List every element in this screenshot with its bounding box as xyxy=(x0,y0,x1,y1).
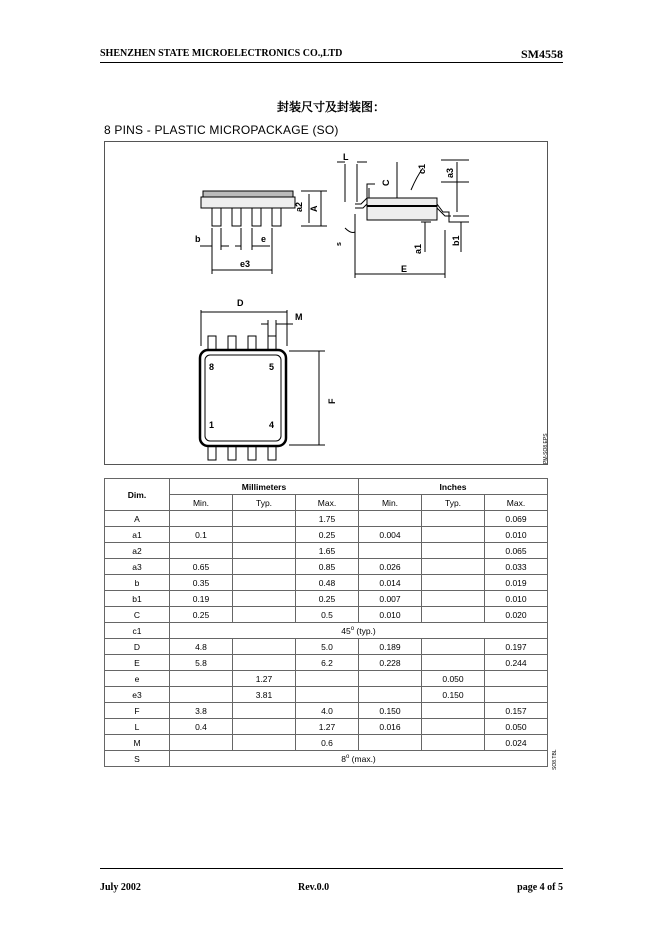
value-cell xyxy=(422,543,485,559)
label-b1: b1 xyxy=(451,235,461,246)
mm-header: Millimeters xyxy=(170,479,359,495)
table-row xyxy=(105,527,548,543)
footer-revision: Rev.0.0 xyxy=(298,882,330,893)
value-cell: 0.050 xyxy=(422,671,485,687)
value-cell xyxy=(422,719,485,735)
value-cell: 0.25 xyxy=(296,591,359,607)
value-cell xyxy=(170,735,233,751)
value-cell: 0.010 xyxy=(359,607,422,623)
dim-cell: b xyxy=(105,575,170,591)
dim-cell: a3 xyxy=(105,559,170,575)
value-cell: 1.27 xyxy=(296,719,359,735)
table-code xyxy=(549,742,559,772)
package-title: 8 PINS - PLASTIC MICROPACKAGE (SO) xyxy=(104,123,339,137)
table-row xyxy=(105,511,548,527)
footer-divider xyxy=(100,868,563,869)
value-cell xyxy=(422,591,485,607)
label-F: F xyxy=(327,398,337,404)
label-D: D xyxy=(237,298,244,308)
label-a1: a1 xyxy=(413,243,423,254)
dim-cell: e xyxy=(105,671,170,687)
table-row xyxy=(105,575,548,591)
value-cell: 1.75 xyxy=(296,511,359,527)
value-cell xyxy=(296,671,359,687)
value-cell xyxy=(233,655,296,671)
value-cell xyxy=(233,527,296,543)
table-row xyxy=(105,559,548,575)
value-cell: 5.8 xyxy=(170,655,233,671)
table-row xyxy=(105,703,548,719)
value-cell: 0.026 xyxy=(359,559,422,575)
value-cell: 0.1 xyxy=(170,527,233,543)
value-cell: 5.0 xyxy=(296,639,359,655)
value-cell xyxy=(422,639,485,655)
dim-header: Dim. xyxy=(105,479,170,511)
value-cell: 0.244 xyxy=(485,655,548,671)
dim-cell: a2 xyxy=(105,543,170,559)
value-cell xyxy=(422,575,485,591)
footer-page: page 4 of 5 xyxy=(517,882,563,893)
table-row xyxy=(105,751,548,767)
value-cell: 3.8 xyxy=(170,703,233,719)
sub-in-min: Min. xyxy=(359,495,422,511)
value-cell: 0.020 xyxy=(485,607,548,623)
dim-cell: S xyxy=(105,751,170,767)
value-cell xyxy=(359,511,422,527)
value-cell: 0.150 xyxy=(422,687,485,703)
value-cell xyxy=(296,687,359,703)
table-row xyxy=(105,655,548,671)
value-cell: 0.024 xyxy=(485,735,548,751)
value-cell xyxy=(170,671,233,687)
value-cell: 0.189 xyxy=(359,639,422,655)
label-L: L xyxy=(343,152,349,162)
header-divider xyxy=(100,62,563,63)
value-cell: 0.010 xyxy=(485,591,548,607)
top-view xyxy=(200,310,325,460)
sub-in-typ: Typ. xyxy=(422,495,485,511)
value-cell xyxy=(233,735,296,751)
value-cell xyxy=(422,527,485,543)
value-cell xyxy=(422,511,485,527)
value-cell: 0.19 xyxy=(170,591,233,607)
value-cell xyxy=(233,543,296,559)
value-cell: 0.069 xyxy=(485,511,548,527)
value-cell: 0.6 xyxy=(296,735,359,751)
label-C: C xyxy=(381,179,391,186)
value-cell: 0.25 xyxy=(296,527,359,543)
table-row xyxy=(105,687,548,703)
value-cell: 0.228 xyxy=(359,655,422,671)
front-view xyxy=(200,191,327,274)
value-cell: 0.150 xyxy=(359,703,422,719)
value-cell xyxy=(170,543,233,559)
value-cell xyxy=(233,639,296,655)
pin-4-label: 4 xyxy=(269,420,275,430)
table-row xyxy=(105,719,548,735)
label-A: A xyxy=(309,205,319,212)
label-a3: a3 xyxy=(445,167,455,178)
label-c1: c1 xyxy=(417,163,427,174)
label-s: s xyxy=(336,242,343,246)
table-row xyxy=(105,735,548,751)
value-cell xyxy=(422,559,485,575)
sub-mm-max: Max. xyxy=(296,495,359,511)
sub-mm-typ: Typ. xyxy=(233,495,296,511)
value-cell xyxy=(359,543,422,559)
table-row xyxy=(105,671,548,687)
header-part-number: SM4558 xyxy=(521,47,563,61)
dim-cell: A xyxy=(105,511,170,527)
value-cell xyxy=(233,719,296,735)
dim-cell: M xyxy=(105,735,170,751)
dim-cell: D xyxy=(105,639,170,655)
value-cell xyxy=(233,591,296,607)
in-header: Inches xyxy=(359,479,548,495)
table-row xyxy=(105,591,548,607)
value-cell: 3.81 xyxy=(233,687,296,703)
dimensions-table xyxy=(104,478,548,767)
table-row xyxy=(105,639,548,655)
dim-cell: b1 xyxy=(105,591,170,607)
label-e: e xyxy=(261,234,267,244)
pin-5-label: 5 xyxy=(269,362,275,372)
sub-in-max: Max. xyxy=(485,495,548,511)
value-cell xyxy=(233,559,296,575)
dim-cell: a1 xyxy=(105,527,170,543)
value-cell: 1.27 xyxy=(233,671,296,687)
value-cell: 0.157 xyxy=(485,703,548,719)
svg-text:SO8.TBL: SO8.TBL xyxy=(552,749,558,770)
value-cell xyxy=(233,607,296,623)
value-cell xyxy=(233,703,296,719)
value-cell: 1.65 xyxy=(296,543,359,559)
dim-cell: L xyxy=(105,719,170,735)
package-drawing xyxy=(104,141,548,465)
label-E: E xyxy=(401,264,408,274)
value-cell: 4.0 xyxy=(296,703,359,719)
value-cell xyxy=(233,511,296,527)
value-cell: 0.019 xyxy=(485,575,548,591)
value-cell: 0.004 xyxy=(359,527,422,543)
value-cell xyxy=(422,703,485,719)
table-row xyxy=(105,607,548,623)
value-cell xyxy=(170,687,233,703)
pin-1-label: 1 xyxy=(209,420,215,430)
value-cell: 6.2 xyxy=(296,655,359,671)
value-cell: 4.8 xyxy=(170,639,233,655)
value-cell: 0.65 xyxy=(170,559,233,575)
dim-cell: e3 xyxy=(105,687,170,703)
value-cell: 0.016 xyxy=(359,719,422,735)
pin-8-label: 8 xyxy=(209,362,215,372)
table-row xyxy=(105,623,548,639)
value-cell xyxy=(359,671,422,687)
value-cell: 0.007 xyxy=(359,591,422,607)
value-cell xyxy=(422,607,485,623)
label-a2: a2 xyxy=(294,201,304,212)
footer-date: July 2002 xyxy=(100,882,141,893)
dim-cell: c1 xyxy=(105,623,170,639)
value-cell: 0.85 xyxy=(296,559,359,575)
dim-cell: E xyxy=(105,655,170,671)
value-cell: 0.197 xyxy=(485,639,548,655)
value-cell xyxy=(233,575,296,591)
value-cell xyxy=(422,655,485,671)
label-M: M xyxy=(295,312,303,322)
span-cell: 8$^o$ (max.) xyxy=(170,751,548,767)
value-cell: 0.010 xyxy=(485,527,548,543)
value-cell: 0.050 xyxy=(485,719,548,735)
dim-cell: C xyxy=(105,607,170,623)
dim-cell: F xyxy=(105,703,170,719)
value-cell xyxy=(170,511,233,527)
section-title: 封装尺寸及封装图： xyxy=(276,100,385,114)
header-company: SHENZHEN STATE MICROELECTRONICS CO.,LTD xyxy=(100,48,343,59)
table-row xyxy=(105,543,548,559)
sub-mm-min: Min. xyxy=(170,495,233,511)
label-e3: e3 xyxy=(240,259,251,269)
value-cell: 0.065 xyxy=(485,543,548,559)
span-cell: 45$^o$ (typ.) xyxy=(170,623,548,639)
value-cell xyxy=(359,735,422,751)
value-cell: 0.25 xyxy=(170,607,233,623)
value-cell: 0.35 xyxy=(170,575,233,591)
value-cell xyxy=(485,687,548,703)
value-cell xyxy=(485,671,548,687)
label-b: b xyxy=(195,234,201,244)
figure-code: PM-SO8.EPS xyxy=(543,433,549,464)
value-cell xyxy=(422,735,485,751)
value-cell: 0.014 xyxy=(359,575,422,591)
value-cell: 0.4 xyxy=(170,719,233,735)
value-cell: 0.033 xyxy=(485,559,548,575)
value-cell: 0.48 xyxy=(296,575,359,591)
value-cell xyxy=(359,687,422,703)
value-cell: 0.5 xyxy=(296,607,359,623)
